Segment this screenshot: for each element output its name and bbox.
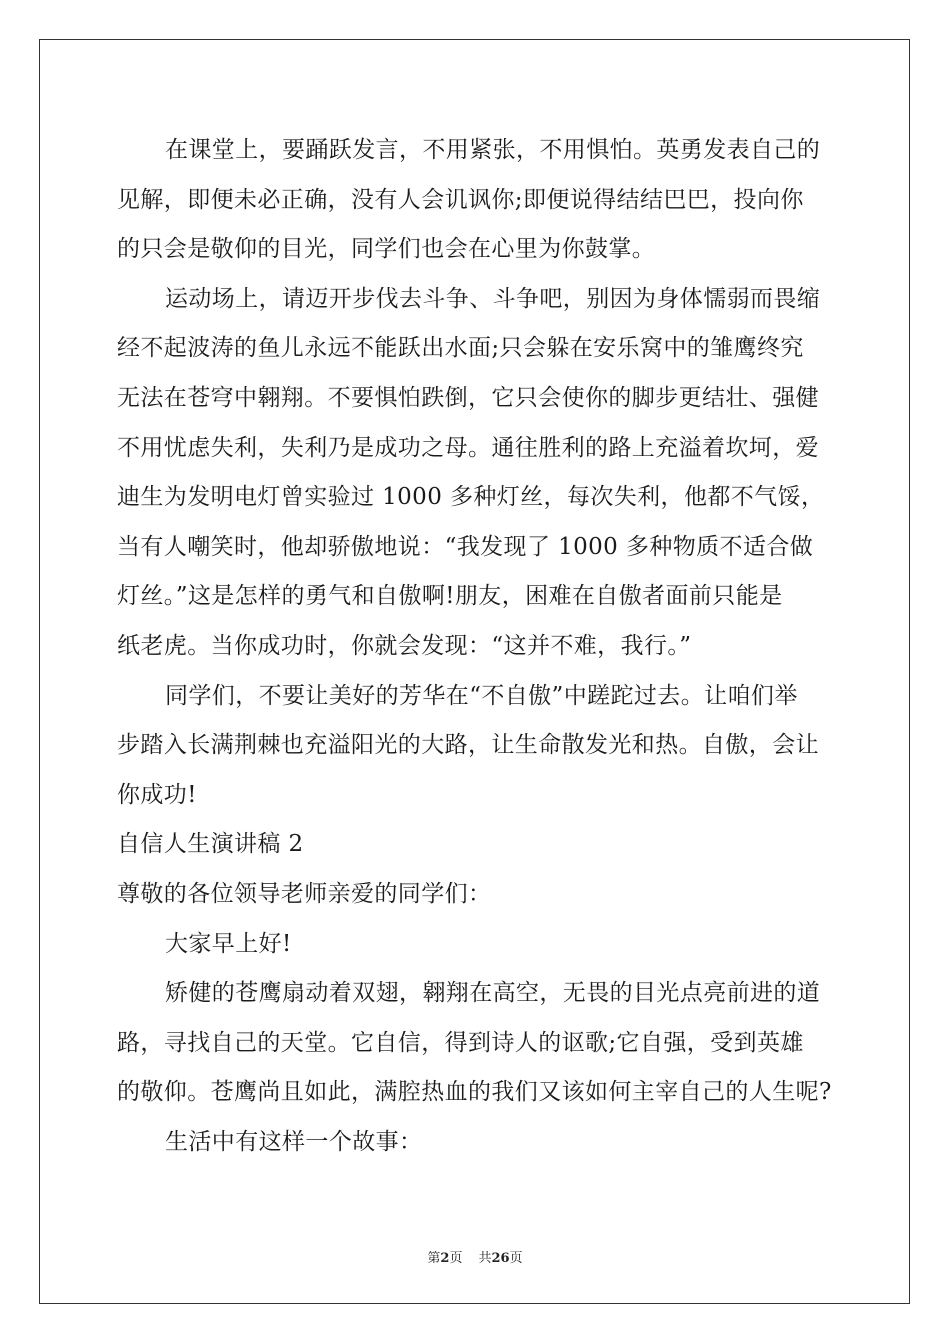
footer-page-current: 2: [440, 1251, 450, 1266]
text-line: 尊敬的各位领导老师亲爱的同学们：: [117, 880, 492, 907]
page-footer: [0, 1247, 950, 1266]
text-line: 自信人生演讲稿 2: [117, 831, 304, 858]
footer-page-unit: 页: [449, 1251, 463, 1266]
text-line: 无法在苍穹中翱翔。不要惧怕跌倒，它只会使你的脚步更结壮、强健: [117, 384, 819, 411]
text-line: 纸老虎。当你成功时，你就会发现：“这并不难，我行。”: [117, 632, 692, 659]
text-line: 的只会是敬仰的目光，同学们也会在心里为你鼓掌。: [117, 236, 656, 263]
text-line: 矫健的苍鹰扇动着双翅，翱翔在高空，无畏的目光点亮前进的道: [165, 980, 821, 1007]
text-line: 迪生为发明电灯曾实验过 1000 多种灯丝，每次失利，他都不气馁，: [117, 484, 825, 511]
footer-page-total: 26: [491, 1251, 510, 1266]
text-line: 不用忧虑失利，失利乃是成功之母。通往胜利的路上充溢着坎坷，爱: [117, 434, 819, 461]
footer-total-unit: 页: [509, 1251, 523, 1266]
text-line: 同学们，不要让美好的芳华在“不自傲”中蹉跎过去。让咱们举: [165, 682, 798, 709]
footer-total-prefix: 共: [478, 1251, 492, 1266]
text-line: 当有人嘲笑时，他却骄傲地说：“我发现了 1000 多种物质不适合做: [117, 533, 814, 560]
text-line: 经不起波涛的鱼儿永远不能跃出水面;只会躲在安乐窝中的雏鹰终究: [117, 335, 804, 362]
document-body: [117, 126, 837, 1167]
text-line: 灯丝。”这是怎样的勇气和自傲啊!朋友，困难在自傲者面前只能是: [117, 583, 783, 610]
text-line: 路，寻找自己的天堂。它自信，得到诗人的讴歌;它自强，受到英雄: [117, 1029, 804, 1056]
text-line: 步踏入长满荆棘也充溢阳光的大路，让生命散发光和热。自傲，会让: [117, 732, 819, 759]
text-line: 在课堂上，要踊跃发言，不用紧张，不用惧怕。英勇发表自己的: [165, 137, 821, 163]
text-line: 的敬仰。苍鹰尚且如此，满腔热血的我们又该如何主宰自己的人生呢?: [117, 1079, 832, 1106]
text-line: 运动场上，请迈开步伐去斗争、斗争吧，别因为身体懦弱而畏缩: [165, 285, 821, 312]
text-line: 见解，即便未必正确，没有人会讥讽你;即便说得结结巴巴，投向你: [117, 186, 804, 213]
text-line: 大家早上好!: [165, 930, 292, 957]
footer-page-prefix: 第: [427, 1251, 441, 1266]
text-line: 你成功!: [117, 781, 197, 808]
text-line: 生活中有这样一个故事：: [165, 1128, 423, 1155]
